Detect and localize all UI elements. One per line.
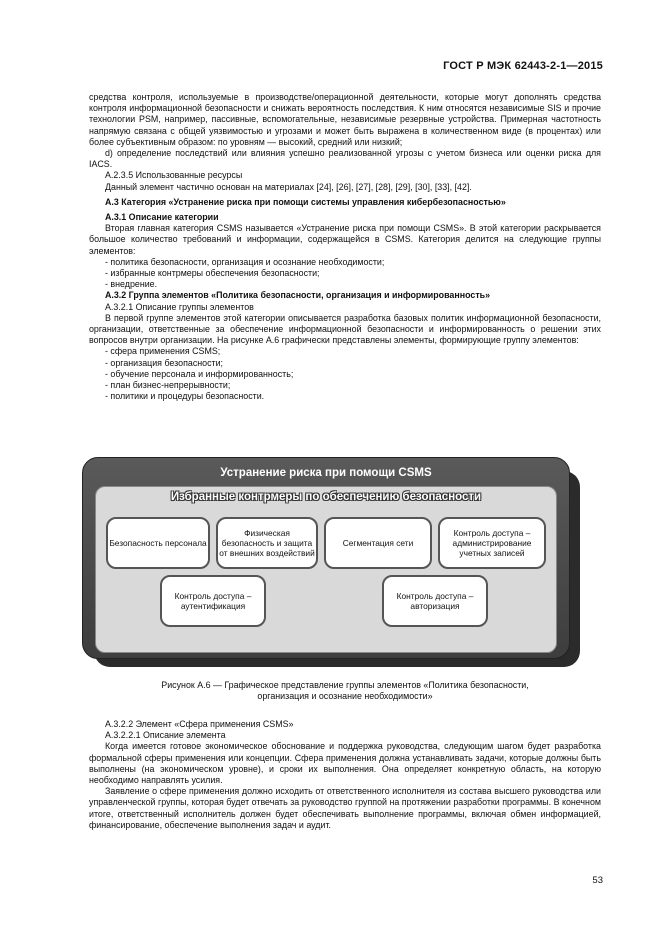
page-number: 53: [592, 875, 603, 886]
paragraph: А.2.3.5 Использованные ресурсы: [105, 170, 243, 181]
figure-diagram: [82, 457, 582, 667]
bottom-text-block: [89, 719, 601, 831]
box-label: Физическая безопасность и защита от внешних воздействий: [219, 528, 315, 558]
paragraph: А.3.2.2.1 Описание элемента: [105, 730, 226, 741]
box-personnel-security: [106, 517, 210, 569]
paragraph: d) определение последствий или влияния успешно реализованной угрозы с учетом бизнеса или оценки риска для IACS.: [89, 148, 601, 170]
list-item: - политики и процедуры безопасности.: [89, 391, 601, 402]
box-network-segmentation: [324, 517, 432, 569]
paragraph: средства контроля, используемые в производстве/операционной деятельности, которые могут дополнять средства контроля информационной безопасности и снижать вероятность последствия. К ним относятся независимые SIS и прочие технологии PSM, например, пассивные, вспомогательные, независимые резервные устройства. Примерная частотность напрямую связана с общей уязвимостью и угрозами и может быть выражена в количественном виде (в процентах) или более субъективным образом: по уровням — высокий, средний или низкий;: [89, 92, 601, 147]
figure-outer-panel: [82, 457, 570, 659]
list-item: - план бизнес-непрерывности;: [89, 380, 601, 391]
box-label: Контроль доступа – авторизация: [396, 591, 474, 611]
figure-inner-title: Избранные контрмеры по обеспечению безопасности: [170, 491, 482, 503]
paragraph: Вторая главная категория CSMS называется «Устранение риска при помощи CSMS». В этой категории раскрывается большое количество требований и информации, содержащейся в CSMS. Категория делится на следующие группы элементов:: [89, 223, 601, 256]
list-item: - обучение персонала и информированность;: [89, 369, 601, 380]
paragraph: Заявление о сфере применения должно исходить от ответственного исполнителя из состава высшего руководства или управленческой группы, которая будет отвечать за руководство группой на протяжении разработки программы. В конечном итоге, ответственный исполнитель должен будет обеспечивать выполнение программы, включая обмен информацией, финансирование, обеспечение выполнения задач и аудит.: [89, 786, 601, 830]
box-label: Сегментация сети: [342, 538, 414, 548]
figure-caption: [89, 680, 601, 702]
caption-line: организация и осознание необходимости»: [257, 691, 433, 702]
top-text-block: [89, 92, 601, 402]
list-item: - внедрение.: [89, 279, 601, 290]
paragraph: В первой группе элементов этой категории описывается разработка базовых политик информационной безопасности, организации, ответственные за обеспечение информационной безопасности и информированность о решении этих вопросов внутри организации. На рисунке А.6 графически представлены элементы, формирующие группу элементов:: [89, 312, 601, 346]
document-code: ГОСТ Р МЭК 62443-2-1—2015: [443, 60, 603, 72]
list-item: - политика безопасности, организация и осознание необходимости;: [89, 257, 601, 268]
paragraph: А.3.2.1 Описание группы элементов: [105, 301, 254, 312]
subsection-heading: А.3.2 Группа элементов «Политика безопасности, организация и информированность»: [105, 290, 491, 301]
box-label: Контроль доступа – аутентификация: [174, 591, 252, 611]
box-label: Безопасность персонала: [109, 538, 207, 548]
paragraph: А.3.2.2 Элемент «Сфера применения CSMS»: [105, 719, 294, 729]
subsection-heading: А.3.1 Описание категории: [105, 212, 219, 223]
box-access-control-accounts: [438, 517, 546, 569]
list-item: - избранные контрмеры обеспечения безопасности;: [89, 268, 601, 279]
box-access-control-authorization: [382, 575, 488, 627]
box-physical-security: [216, 517, 318, 569]
figure-outer-title: Устранение риска при помощи CSMS: [220, 467, 432, 479]
list-item: - сфера применения CSMS;: [89, 346, 601, 357]
paragraph: Когда имеется готовое экономическое обоснование и поддержка руководства, следующим шагом будет разработка формальной сферы применения или концепции. Сфера применения должна устанавливать задачи, которые должны быть выполнены (на экономическом уровне), и сроки их выполнения. Она определяет конкретную область, на которую необходимо направлять усилия.: [89, 741, 601, 786]
box-label: Контроль доступа – администрирование учетных записей: [452, 528, 532, 558]
paragraph: Данный элемент частично основан на материалах [24], [26], [27], [28], [29], [30], [33], [42].: [105, 181, 472, 192]
section-heading: А.3 Категория «Устранение риска при помощи системы управления кибербезопасностью»: [105, 196, 506, 207]
list-item: - организация безопасности;: [89, 358, 601, 369]
figure-inner-panel: [95, 486, 557, 653]
caption-line: Рисунок А.6 — Графическое представление группы элементов «Политика безопасности,: [161, 680, 529, 690]
box-access-control-authentication: [160, 575, 266, 627]
